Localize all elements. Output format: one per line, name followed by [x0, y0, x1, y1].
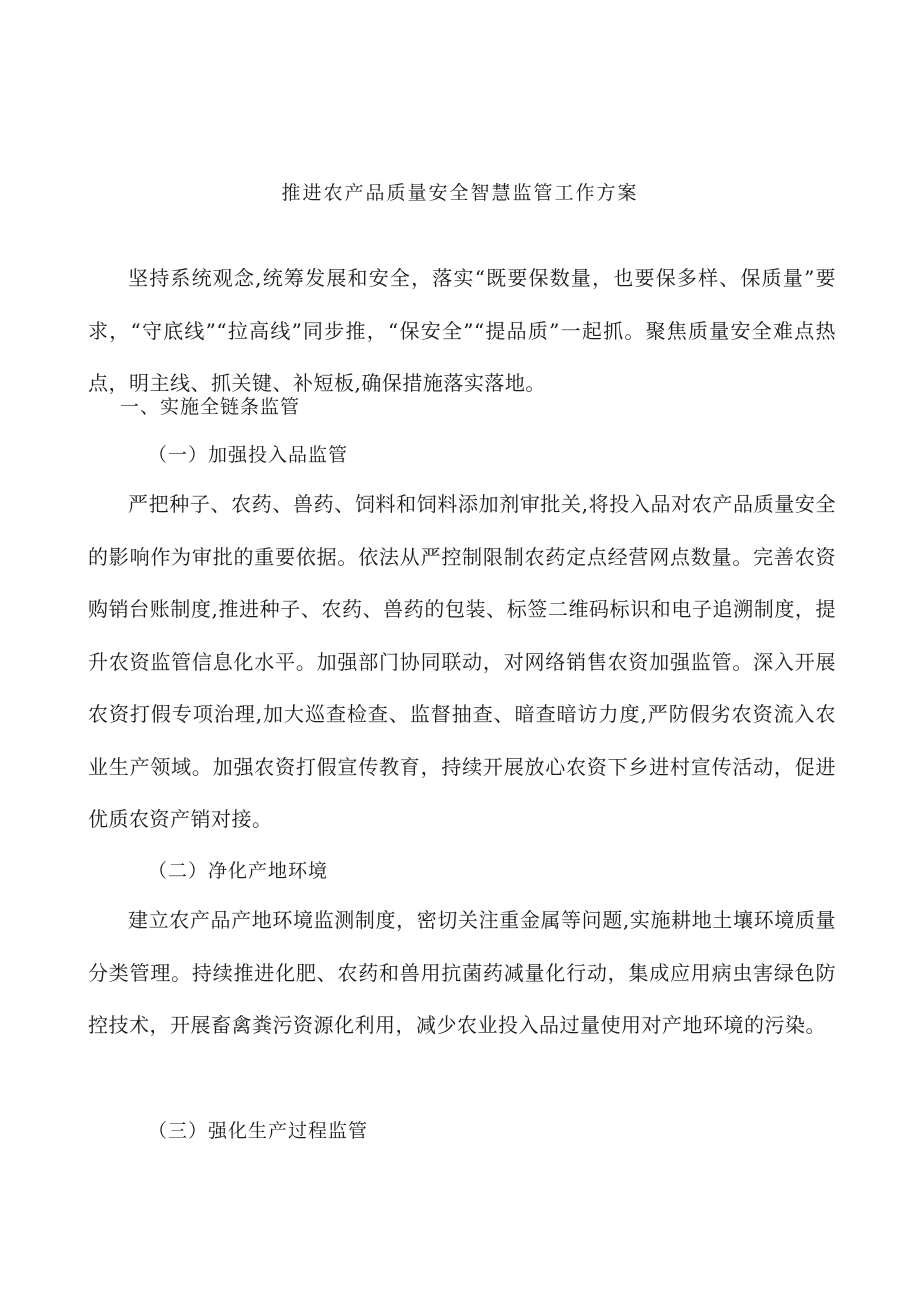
subsection-1-heading: （一）加强投入品监管	[148, 444, 349, 466]
subsection-2-heading: （二）净化产地环境	[148, 860, 329, 882]
section-1-heading: 一、实施全链条监管	[120, 396, 301, 418]
document-title: 推进农产品质量安全智慧监管工作方案	[281, 182, 639, 204]
intro-paragraph: 坚持系统观念,统筹发展和安全，落实“既要保数量，也要保多样、保质量”要求，“守底线”“拉高线”同步推，“保安全”“提品质”一起抓。聚焦质量安全难点热点，明主线、抓关键、补短板,确保措施落实落地。	[88, 266, 836, 395]
subsection-3-heading: （三）强化生产过程监管	[148, 1120, 369, 1142]
subsection-1-body: 严把种子、农药、兽药、饲料和饲料添加剂审批关,将投入品对农产品质量安全的影响作为审批的重要依据。依法从严控制限制农药定点经营网点数量。完善农资购销台账制度,推进种子、农药、兽药的包装、标签二维码标识和电子追溯制度，提升农资监管信息化水平。加强部门协同联动，对网络销售农资加强监管。深入开展农资打假专项治理,加大巡查检查、监督抽查、暗查暗访力度,严防假劣农资流入农业生产领域。加强农资打假宣传教育，持续开展放心农资下乡进村宣传活动，促进优质农资产销对接。	[88, 492, 836, 831]
subsection-2-body: 建立农产品产地环境监测制度，密切关注重金属等问题,实施耕地土壤环境质量分类管理。持续推进化肥、农药和兽用抗菌药减量化行动，集成应用病虫害绿色防控技术，开展畜禽粪污资源化利用，减少农业投入品过量使用对产地环境的污染。	[88, 908, 836, 1037]
